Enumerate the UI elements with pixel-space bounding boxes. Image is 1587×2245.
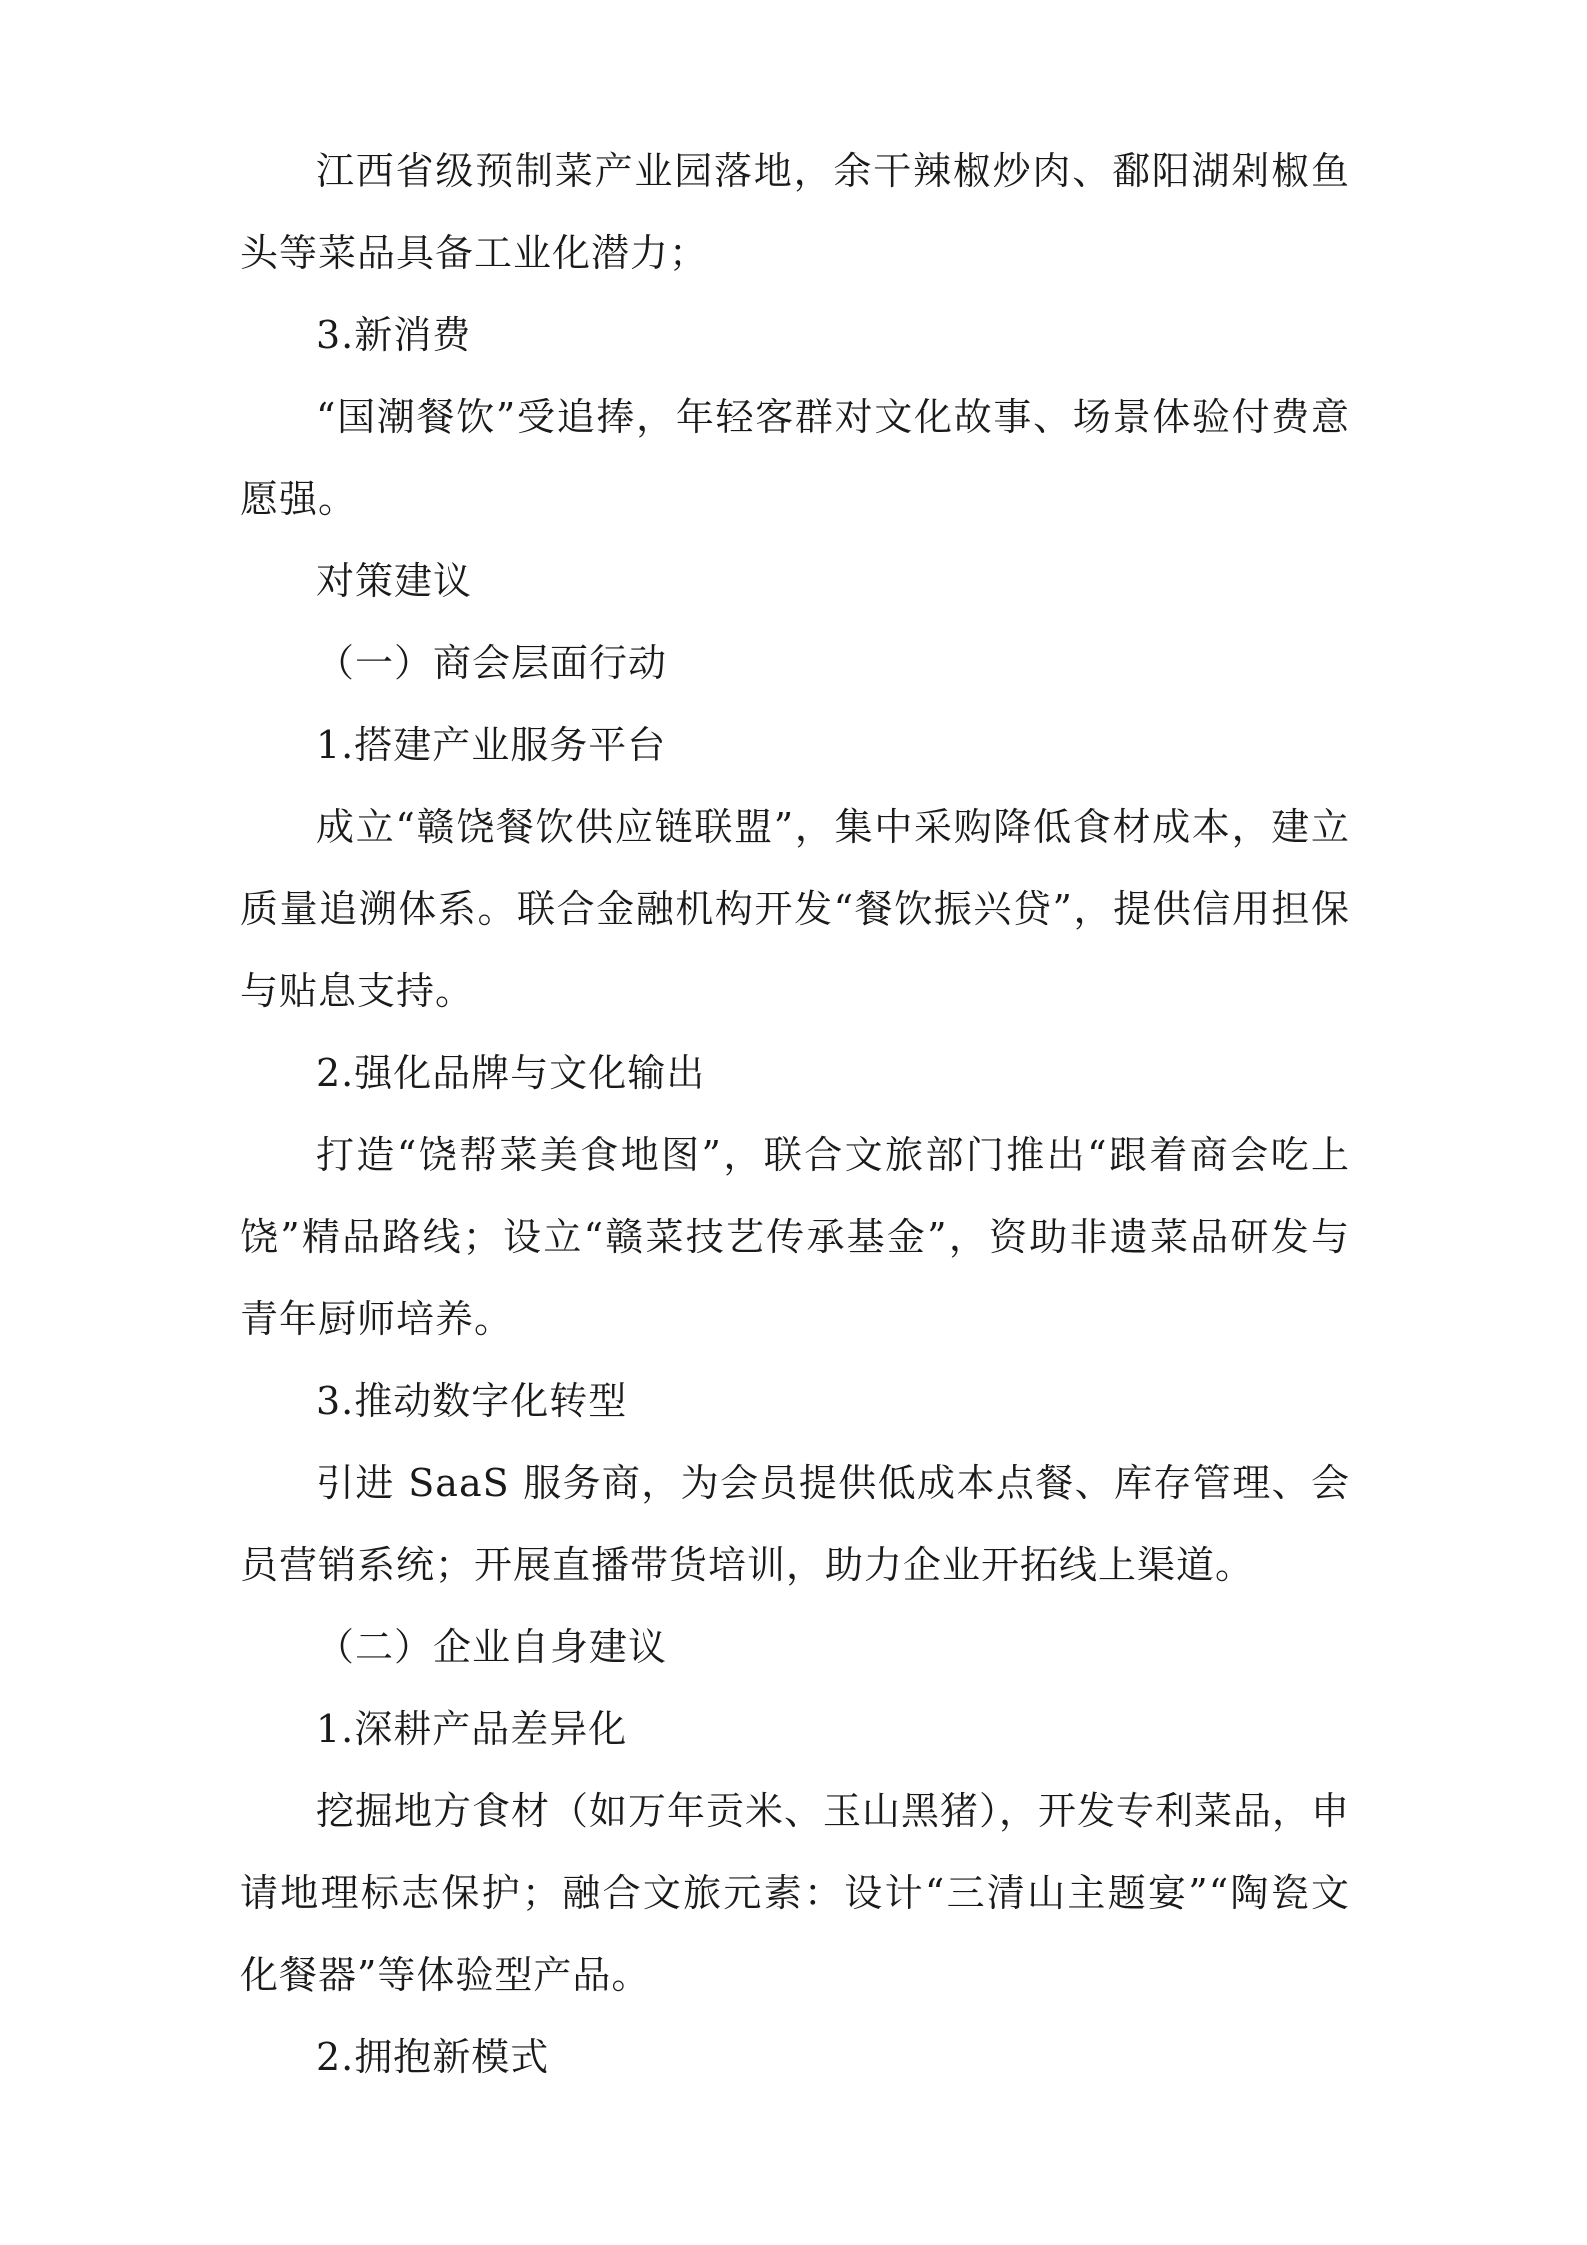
paragraph-food-map: 打造“饶帮菜美食地图”，联合文旅部门推出“跟着商会吃上饶”精品路线；设立“赣菜技艺传承基金”，资助非遗菜品研发与青年厨师培养。 [240, 1133, 1350, 1341]
heading-brand-culture: 2.强化品牌与文化输出 [316, 1051, 706, 1095]
paragraph-guochao: “国潮餐饮”受追捧，年轻客群对文化故事、场景体验付费意愿强。 [240, 395, 1350, 521]
paragraph-local-ingredients: 挖掘地方食材（如万年贡米、玉山黑猪），开发专利菜品，申请地理标志保护；融合文旅元素：设计“三清山主题宴”“陶瓷文化餐器”等体验型产品。 [240, 1789, 1351, 1997]
paragraph-prepared-food: 江西省级预制菜产业园落地，余干辣椒炒肉、鄱阳湖剁椒鱼头等菜品具备工业化潜力； [240, 149, 1350, 275]
paragraph-saas: 引进 SaaS 服务商，为会员提供低成本点餐、库存管理、会员营销系统；开展直播带货培训，助力企业开拓线上渠道。 [240, 1461, 1350, 1587]
heading-new-consumption: 3.新消费 [316, 313, 472, 357]
heading-digital: 3.推动数字化转型 [316, 1379, 628, 1423]
document-body [240, 130, 1350, 2098]
heading-suggestions: 对策建议 [316, 559, 473, 603]
heading-new-models: 2.拥抱新模式 [316, 2035, 550, 2079]
paragraph-supply-chain: 成立“赣饶餐饮供应链联盟”，集中采购降低食材成本，建立质量追溯体系。联合金融机构开发“餐饮振兴贷”，提供信用担保与贴息支持。 [240, 805, 1350, 1013]
heading-service-platform: 1.搭建产业服务平台 [316, 723, 667, 767]
heading-enterprise-suggestions: （二）企业自身建议 [316, 1625, 668, 1669]
heading-differentiation: 1.深耕产品差异化 [316, 1707, 628, 1751]
heading-chamber-actions: （一）商会层面行动 [316, 641, 668, 685]
